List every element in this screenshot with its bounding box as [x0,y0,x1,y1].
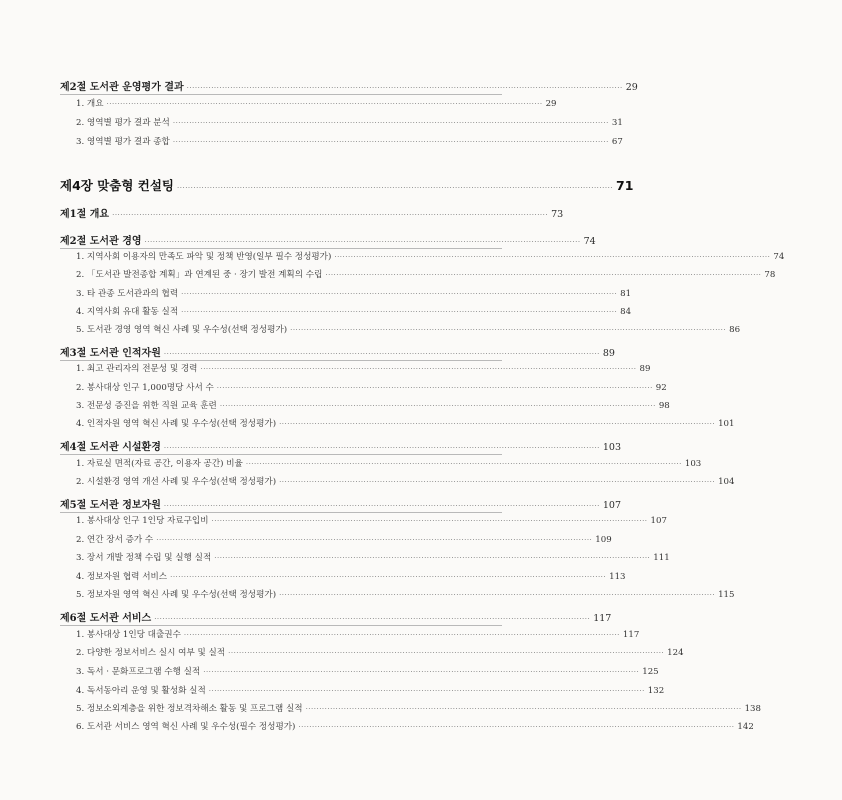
dot-leader: ································································································································································ [172,138,609,146]
dot-leader: ································································································································································ [203,668,640,676]
section-divider [60,512,502,513]
dot-leader: ································································································································································ [156,536,593,544]
dot-leader: ································································································································································ [163,502,600,510]
dot-leader: ································································································································································ [334,253,771,261]
toc-entry-title: 1. 지역사회 이용자의 만족도 파악 및 정책 반영(일부 필수 정성평가) [76,252,332,262]
toc-section[interactable] [0,344,615,359]
toc-item[interactable] [0,116,623,128]
toc-section[interactable] [0,78,638,93]
toc-entry-title: 2. 시설환경 영역 개선 사례 및 우수성(선택 정성평가) [76,477,277,487]
toc-entry-title: 5. 정보자원 영역 혁신 사례 및 우수성(선택 정성평가) [76,590,277,600]
toc-entry-title: 3. 영역별 평가 결과 종합 [76,137,170,147]
toc-entry-title: 2. 영역별 평가 결과 분석 [76,118,170,128]
toc-item[interactable] [0,97,560,109]
dot-leader: ································································································································································ [305,705,742,713]
toc-entry-page: 29 [545,99,557,109]
toc-entry-page: 103 [684,459,702,469]
toc-entry-page: 104 [718,477,735,487]
toc-entry-page: 124 [667,648,684,658]
toc-entry-page: 74 [583,236,596,247]
toc-entry-page: 89 [602,348,615,359]
toc-item[interactable] [0,684,665,696]
toc-item[interactable] [0,628,640,640]
dot-leader: ································································································································································ [112,211,549,219]
toc-section[interactable] [0,438,622,453]
toc-section[interactable] [0,609,612,624]
toc-entry-title: 2. 봉사대상 인구 1,000명당 사서 수 [76,383,214,393]
toc-entry-page: 78 [764,270,776,280]
toc-item[interactable] [0,588,735,600]
toc-item[interactable] [0,514,667,526]
toc-entry-title: 4. 인적자원 영역 혁신 사례 및 우수성(선택 정성평가) [76,419,277,429]
dot-leader: ································································································································································ [219,402,656,410]
toc-entry-page: 107 [650,516,667,526]
dot-leader: ································································································································································ [181,308,618,316]
toc-entry-title: 5. 정보소외계층을 위한 정보격차해소 활동 및 프로그램 실적 [76,704,303,714]
dot-leader: ································································································································································ [245,460,682,468]
dot-leader: ································································································································································ [216,384,653,392]
dot-leader: ································································································································································ [186,84,623,92]
toc-entry-page: 138 [744,704,761,714]
toc-entry-page: 74 [773,252,785,262]
dot-leader: ································································································································································ [181,290,618,298]
dot-leader: ································································································································································ [325,271,762,279]
dot-leader: ································································································································································ [290,326,727,334]
section-divider [60,94,502,95]
toc-entry-title: 제5절 도서관 정보자원 [60,500,161,511]
toc-entry-page: 98 [658,401,670,411]
toc-item[interactable] [0,399,670,411]
dot-leader: ································································································································································ [211,517,648,525]
toc-entry-page: 113 [609,572,626,582]
toc-item[interactable] [0,135,623,147]
toc-entry-title: 3. 타 관종 도서관과의 협력 [76,289,179,299]
toc-entry-title: 2. 다양한 정보서비스 실시 여부 및 실적 [76,648,226,658]
toc-entry-page: 81 [620,289,632,299]
dot-leader: ································································································································································ [163,444,600,452]
toc-item[interactable] [0,287,632,299]
toc-entry-page: 132 [647,686,665,696]
dot-leader: ································································································································································ [106,100,543,108]
toc-entry-page: 117 [622,630,640,640]
toc-entry-title: 제1절 개요 [60,209,110,220]
toc-entry-title: 제4절 도서관 시설환경 [60,442,161,453]
toc-entry-page: 103 [602,442,622,453]
toc-item[interactable] [0,323,741,335]
toc-item[interactable] [0,457,702,469]
toc-entry-title: 제3절 도서관 인적자원 [60,348,161,359]
toc-entry-page: 117 [593,613,612,624]
dot-leader: ································································································································································ [214,554,651,562]
toc-entry-page: 86 [729,325,741,335]
toc-item[interactable] [0,665,659,677]
toc-entry-title: 제2절 도서관 경영 [60,236,142,247]
dot-leader: ································································································································································ [279,478,716,486]
toc-item[interactable] [0,381,667,393]
toc-entry-page: 142 [737,722,754,732]
toc-entry-page: 67 [611,137,623,147]
dot-leader: ································································································································································ [170,573,607,581]
toc-entry-page: 71 [616,178,634,193]
toc-entry-title: 6. 도서관 서비스 영역 혁신 사례 및 우수성(필수 정성평가) [76,722,296,732]
toc-item[interactable] [0,475,735,487]
toc-item[interactable] [0,268,776,280]
toc-entry-title: 제4장 맞춤형 컨설팅 [60,178,175,193]
toc-entry-page: 84 [620,307,632,317]
toc-entry-page: 92 [655,383,667,393]
toc-entry-title: 4. 지역사회 유대 활동 실적 [76,307,179,317]
dot-leader: ································································································································································ [177,184,614,192]
toc-entry-title: 4. 정보자원 협력 서비스 [76,572,168,582]
toc-item[interactable] [0,417,735,429]
toc-entry-page: 89 [639,364,651,374]
toc-entry-title: 1. 최고 관리자의 전문성 및 경력 [76,364,198,374]
toc-section[interactable] [0,205,564,220]
toc-entry-page: 111 [653,553,670,563]
dot-leader: ································································································································································ [163,350,600,358]
section-divider [60,625,502,626]
toc-section[interactable] [0,232,596,247]
toc-entry-title: 5. 도서관 경영 영역 혁신 사례 및 우수성(선택 정성평가) [76,325,288,335]
dot-leader: ································································································································································ [200,365,637,373]
dot-leader: ································································································································································ [172,119,609,127]
toc-section[interactable] [0,496,622,511]
toc-item[interactable] [0,533,612,545]
toc-entry-title: 2. 「도서관 발전종합 계획」과 연계된 중 · 장기 발전 계획의 수립 [76,270,323,280]
toc-entry-page: 109 [595,535,612,545]
dot-leader: ································································································································································ [154,615,591,623]
dot-leader: ································································································································································ [298,723,735,731]
toc-entry-title: 1. 자료실 면적(자료 공간, 이용자 공간) 비율 [76,459,243,469]
toc-entry-title: 3. 독서 · 문화프로그램 수행 실적 [76,667,201,677]
section-divider [60,454,502,455]
dot-leader: ································································································································································ [279,591,716,599]
toc-entry-page: 29 [625,82,638,93]
toc-entry-title: 1. 봉사대상 1인당 대출권수 [76,630,181,640]
toc-item[interactable] [0,702,761,714]
toc-entry-title: 제6절 도서관 서비스 [60,613,152,624]
dot-leader: ································································································································································ [183,631,620,639]
toc-entry-page: 125 [642,667,659,677]
section-divider [60,248,502,249]
dot-leader: ································································································································································ [279,420,716,428]
toc-item[interactable] [0,362,651,374]
toc-entry-page: 115 [718,590,735,600]
toc-entry-page: 73 [551,209,564,220]
toc-entry-title: 1. 봉사대상 인구 1인당 자료구입비 [76,516,209,526]
toc-entry-page: 101 [718,419,735,429]
section-divider [60,360,502,361]
dot-leader: ································································································································································ [228,649,665,657]
toc-entry-title: 3. 전문성 증진을 위한 직원 교육 훈련 [76,401,217,411]
toc-entry-title: 3. 장서 개발 정책 수립 및 실행 실적 [76,553,212,563]
toc-entry-title: 1. 개요 [76,99,104,109]
toc-item[interactable] [0,720,754,732]
toc-entry-title: 2. 연간 장서 증가 수 [76,535,154,545]
toc-entry-title: 제2절 도서관 운영평가 결과 [60,82,184,93]
dot-leader: ································································································································································ [144,238,581,246]
toc-item[interactable] [0,570,626,582]
toc-chapter[interactable] [0,176,634,194]
toc-entry-page: 107 [602,500,622,511]
toc-entry-title: 4. 독서동아리 운영 및 활성화 실적 [76,686,206,696]
toc-item[interactable] [0,646,684,658]
toc-item[interactable] [0,250,785,262]
toc-item[interactable] [0,551,670,563]
toc-entry-page: 31 [611,118,623,128]
dot-leader: ································································································································································ [208,687,645,695]
toc-item[interactable] [0,305,632,317]
